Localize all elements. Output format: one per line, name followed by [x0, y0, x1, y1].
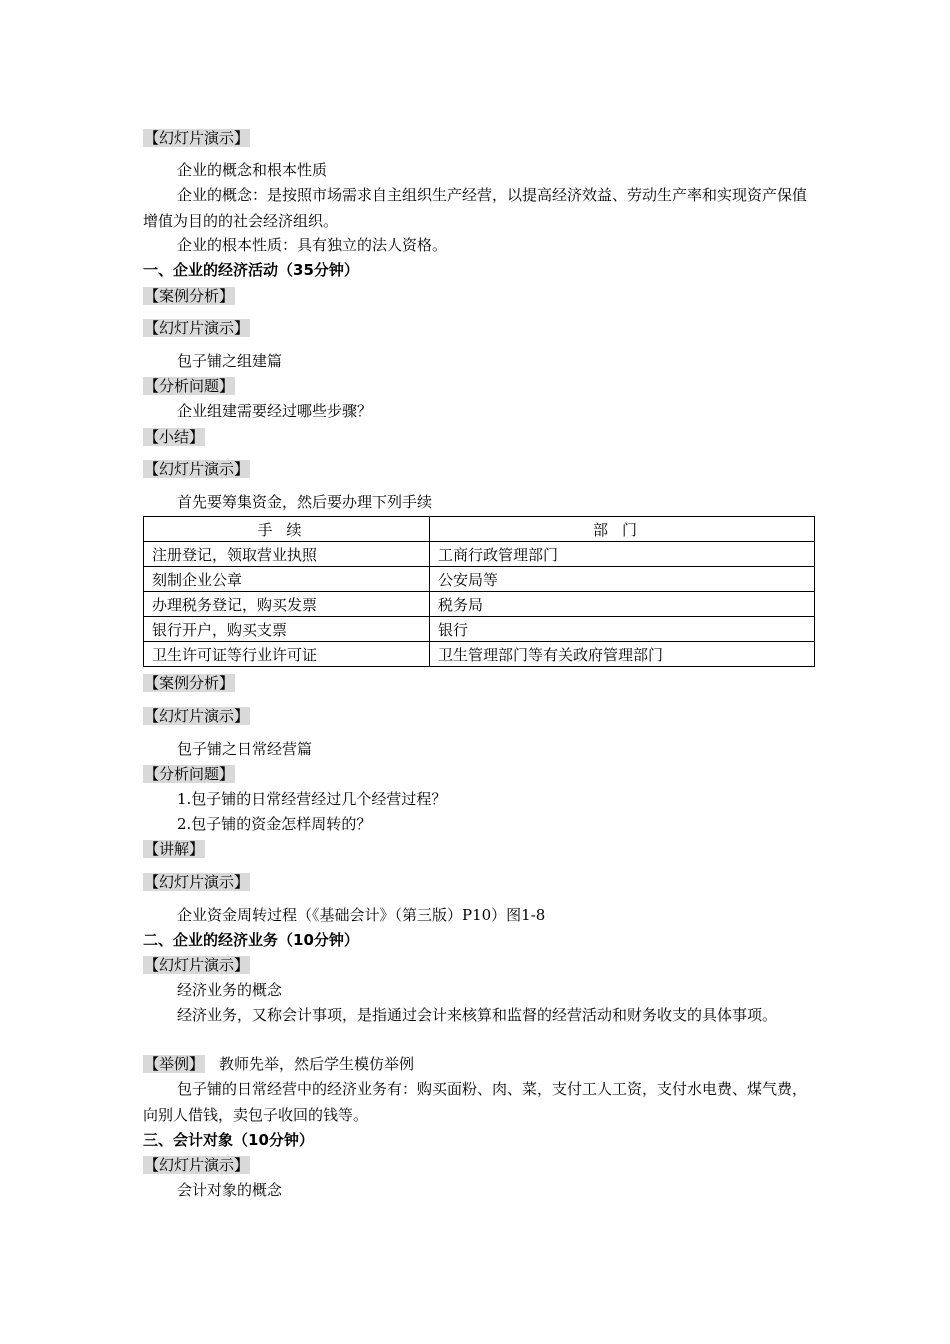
text-line: 企业的概念和根本性质	[177, 161, 328, 179]
section-tag	[143, 706, 250, 726]
section-tag	[143, 376, 235, 396]
section-tag	[143, 286, 235, 306]
section-heading: 三、会计对象（10分钟）	[143, 1131, 314, 1149]
example-line	[143, 1054, 414, 1074]
tag-label: 【幻灯片演示】	[144, 460, 250, 478]
table-cell: 银行	[430, 617, 815, 642]
tag-label: 【幻灯片演示】	[144, 873, 250, 891]
procedures-table	[143, 516, 815, 667]
tag-label: 【幻灯片演示】	[144, 956, 250, 974]
section-heading: 一、企业的经济活动（35分钟）	[143, 261, 359, 279]
text-line: 企业的根本性质：具有独立的法人资格。	[177, 236, 448, 254]
text-line: 会计对象的概念	[177, 1181, 283, 1199]
text-line: 首先要筹集资金，然后要办理下列手续	[177, 493, 433, 511]
tag-label: 【举例】	[144, 1055, 205, 1073]
table-row	[144, 642, 815, 667]
paragraph: 企业的概念：是按照市场需求自主组织生产经营，以提高经济效益、劳动生产率和实现资产保值增值为目的的社会经济组织。	[143, 186, 808, 230]
tag-label: 【分析问题】	[144, 765, 235, 783]
tag-label: 【小结】	[144, 428, 205, 446]
text-line: 包子铺之日常经营篇	[177, 740, 313, 758]
column-header: 手续	[144, 517, 430, 542]
tag-label: 【幻灯片演示】	[144, 319, 250, 337]
section-tag	[143, 955, 250, 975]
text-line: 2.包子铺的资金怎样周转的？	[177, 815, 372, 833]
tag-label: 【幻灯片演示】	[144, 1156, 250, 1174]
text-line: 1.包子铺的日常经营经过几个经营过程？	[177, 790, 447, 808]
table-row	[144, 542, 815, 567]
table-cell: 注册登记，领取营业执照	[144, 542, 430, 567]
paragraph: 包子铺的日常经营中的经济业务有：购买面粉、肉、菜，支付工人工资，支付水电费、煤气费，向别人借钱，卖包子收回的钱等。	[143, 1080, 808, 1124]
section-tag	[143, 318, 250, 338]
table-cell: 税务局	[430, 592, 815, 617]
section-tag	[143, 872, 250, 892]
table-cell: 办理税务登记，购买发票	[144, 592, 430, 617]
table-cell: 银行开户，购买支票	[144, 617, 430, 642]
section-tag	[143, 128, 250, 148]
tag-label: 【讲解】	[144, 840, 205, 858]
table-row	[144, 592, 815, 617]
column-header: 部门	[430, 517, 815, 542]
text-line: 企业组建需要经过哪些步骤？	[177, 402, 373, 420]
tag-label: 【分析问题】	[144, 377, 235, 395]
text-line: 企业资金周转过程（《基础会计》（第三版）P10）图1-8	[177, 906, 546, 924]
tag-label: 【案例分析】	[144, 287, 235, 305]
text-line: 经济业务的概念	[177, 981, 283, 999]
section-tag	[143, 459, 250, 479]
example-text: 教师先举，然后学生模仿举例	[219, 1055, 415, 1073]
section-tag	[143, 839, 205, 859]
tag-label: 【幻灯片演示】	[144, 707, 250, 725]
text-line: 包子铺之组建篇	[177, 352, 283, 370]
paragraph: 经济业务，又称会计事项，是指通过会计来核算和监督的经营活动和财务收支的具体事项。	[177, 1006, 778, 1024]
table-header-row	[144, 517, 815, 542]
table-row	[144, 617, 815, 642]
table-cell: 工商行政管理部门	[430, 542, 815, 567]
table-cell: 卫生管理部门等有关政府管理部门	[430, 642, 815, 667]
table-row	[144, 567, 815, 592]
tag-label: 【幻灯片演示】	[144, 129, 250, 147]
section-tag	[143, 1155, 250, 1175]
section-tag	[143, 764, 235, 784]
tag-label: 【案例分析】	[144, 674, 235, 692]
section-heading: 二、企业的经济业务（10分钟）	[143, 931, 359, 949]
table-cell: 刻制企业公章	[144, 567, 430, 592]
table-cell: 卫生许可证等行业许可证	[144, 642, 430, 667]
table-cell: 公安局等	[430, 567, 815, 592]
section-tag	[143, 427, 205, 447]
section-tag	[143, 673, 235, 693]
